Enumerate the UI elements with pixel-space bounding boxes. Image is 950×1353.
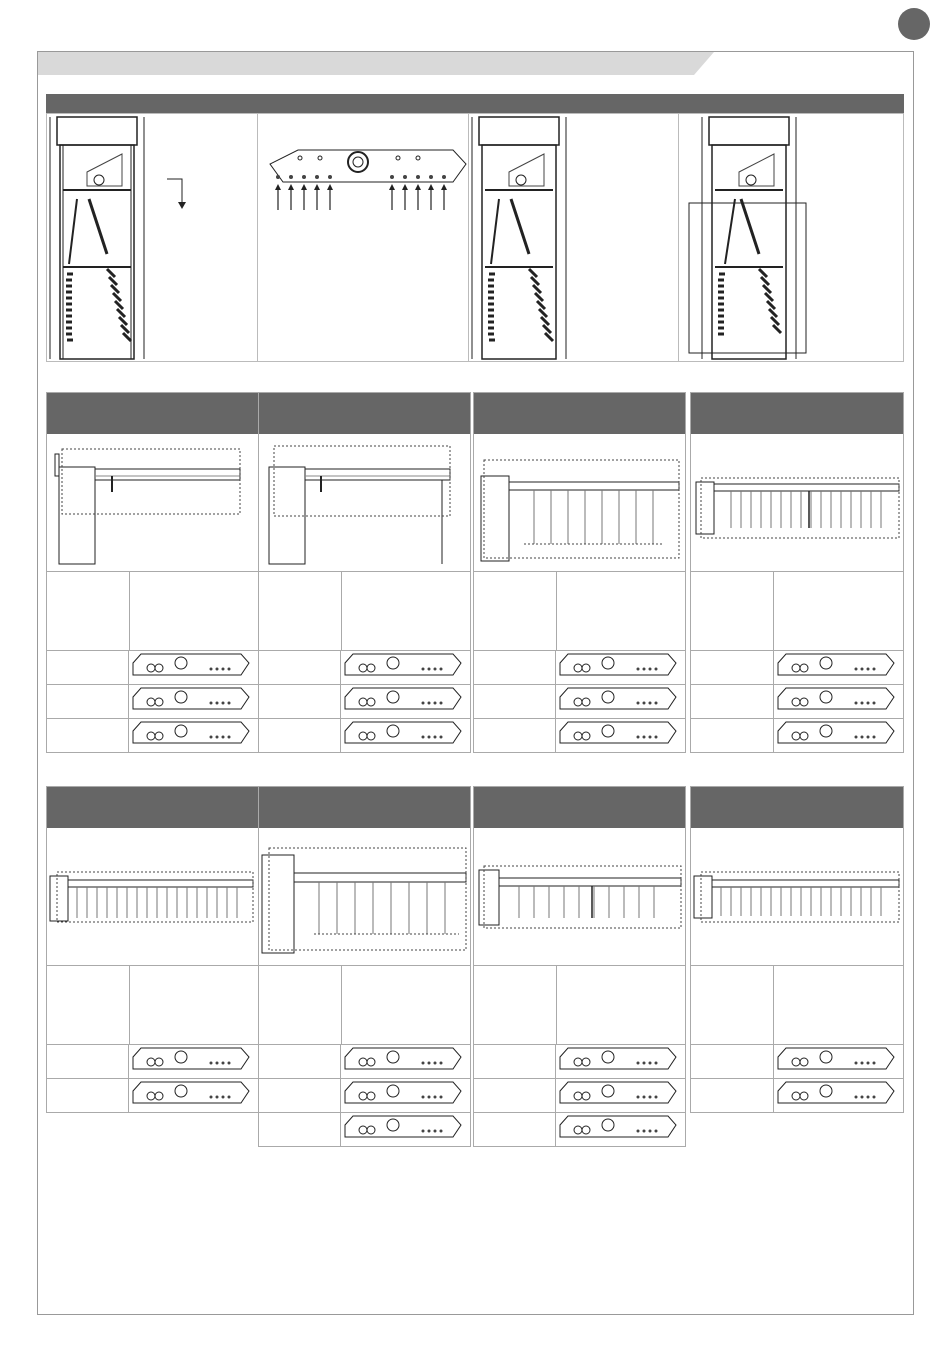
column-diagram-2 bbox=[469, 114, 679, 361]
boom-plain-icon bbox=[47, 434, 258, 572]
option-row bbox=[47, 719, 258, 752]
card-header bbox=[691, 787, 903, 828]
card-boom-support bbox=[258, 392, 471, 753]
column-springs-icon bbox=[47, 114, 258, 361]
boom-skirt-icon bbox=[474, 434, 685, 572]
option-row bbox=[259, 1113, 470, 1146]
column-diagram-3 bbox=[679, 114, 903, 361]
diagram-header-bar bbox=[46, 94, 904, 113]
mounting-plate-icon bbox=[129, 719, 258, 752]
mounting-plate-icon bbox=[774, 651, 903, 684]
mounting-plate-icon bbox=[341, 685, 470, 718]
option-row bbox=[259, 1079, 470, 1113]
mounting-plate-icon bbox=[129, 651, 258, 684]
card-info-row bbox=[691, 966, 903, 1045]
option-row bbox=[474, 651, 685, 685]
option-row bbox=[47, 685, 258, 719]
mounting-plate-icon bbox=[341, 651, 470, 684]
card-info-row bbox=[259, 966, 470, 1045]
option-row bbox=[474, 1079, 685, 1113]
card-boom-skirt-xlong bbox=[46, 786, 259, 1113]
card-boom-skirt-long bbox=[690, 392, 904, 753]
card-info-row bbox=[259, 572, 470, 651]
boom-support-icon bbox=[259, 434, 470, 572]
mounting-plate-icon bbox=[341, 719, 470, 752]
mounting-plate-icon bbox=[774, 719, 903, 752]
option-row bbox=[691, 719, 903, 752]
option-row bbox=[474, 1113, 685, 1146]
mounting-plate-icon bbox=[129, 685, 258, 718]
card-header bbox=[259, 393, 470, 434]
card-header bbox=[691, 393, 903, 434]
mounting-plate-icon bbox=[774, 1079, 903, 1112]
mounting-plate-icon bbox=[556, 1079, 685, 1112]
option-row bbox=[47, 1045, 258, 1079]
mounting-plate-icon bbox=[341, 1045, 470, 1078]
card-header bbox=[259, 787, 470, 828]
option-row bbox=[474, 1045, 685, 1079]
card-boom-skirt-tall bbox=[258, 786, 471, 1147]
plate-arrows-icon bbox=[258, 114, 469, 361]
mounting-plate-icon bbox=[341, 1079, 470, 1112]
mounting-plate-icon bbox=[556, 651, 685, 684]
mounting-plate-icon bbox=[774, 685, 903, 718]
card-boom-skirt-short bbox=[473, 392, 686, 753]
card-info-row bbox=[474, 572, 685, 651]
option-row bbox=[259, 685, 470, 719]
card-header bbox=[47, 787, 258, 828]
option-row bbox=[47, 1079, 258, 1112]
boom-skirt-tall-icon bbox=[259, 828, 470, 966]
mounting-plate-icon bbox=[129, 1079, 258, 1112]
card-info-row bbox=[47, 572, 258, 651]
mounting-plate-icon bbox=[556, 1113, 685, 1146]
mounting-plate-icon bbox=[556, 685, 685, 718]
mounting-plate-icon bbox=[556, 719, 685, 752]
boom-skirt-long-icon bbox=[691, 434, 903, 572]
option-row bbox=[47, 651, 258, 685]
column-diagram-1 bbox=[47, 114, 258, 361]
card-header bbox=[474, 393, 685, 434]
card-info-row bbox=[474, 966, 685, 1045]
option-row bbox=[259, 1045, 470, 1079]
option-row bbox=[474, 685, 685, 719]
option-row bbox=[691, 1079, 903, 1112]
option-row bbox=[259, 651, 470, 685]
card-boom-skirt-split bbox=[473, 786, 686, 1147]
mounting-plate-icon bbox=[129, 1045, 258, 1078]
option-row bbox=[259, 719, 470, 752]
card-info-row bbox=[47, 966, 258, 1045]
boom-skirt-xlong-icon bbox=[47, 828, 258, 966]
card-header bbox=[474, 787, 685, 828]
mounting-plate-diagram bbox=[258, 114, 469, 361]
boom-skirt-split-icon bbox=[474, 828, 685, 966]
column-springs-icon bbox=[469, 114, 679, 361]
top-diagram-row bbox=[46, 113, 904, 362]
card-info-row bbox=[691, 572, 903, 651]
boom-skirt-full-icon bbox=[691, 828, 903, 966]
mounting-plate-icon bbox=[774, 1045, 903, 1078]
card-boom-plain bbox=[46, 392, 259, 753]
section-title-bar bbox=[38, 52, 714, 75]
column-springs-highlight-icon bbox=[679, 114, 903, 361]
card-boom-skirt-full bbox=[690, 786, 904, 1113]
mounting-plate-icon bbox=[556, 1045, 685, 1078]
option-row bbox=[474, 719, 685, 752]
page-number-badge bbox=[898, 8, 930, 40]
option-row bbox=[691, 685, 903, 719]
option-row bbox=[691, 651, 903, 685]
card-header bbox=[47, 393, 258, 434]
option-row bbox=[691, 1045, 903, 1079]
mounting-plate-icon bbox=[341, 1113, 470, 1146]
